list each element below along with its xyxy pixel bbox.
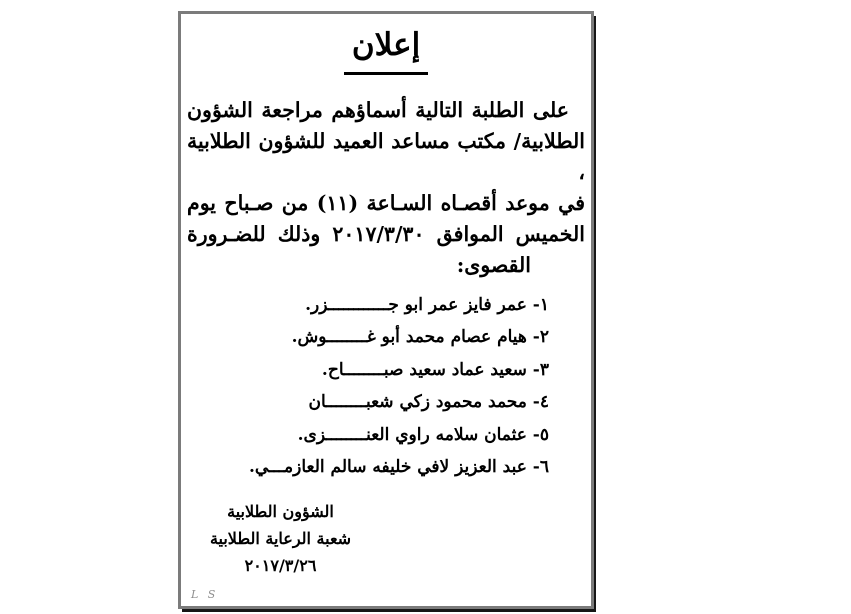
announcement-title: إعلان [344,28,428,75]
list-item: ٢- هيام عصام محمد أبو غــــــــوش. [291,327,549,348]
list-item: ٦- عبد العزيز لافي خليفه سالم العازمـــي. [248,457,549,478]
student-list [181,289,549,484]
announcement-body [187,95,585,281]
list-item: ١- عمر فايز عمر ابو جــــــــــــزر. [305,294,549,315]
initials-watermark: L S [191,588,219,601]
body-line: الطلابية/ مكتب مساعد العميد للشؤون الطلابية ، [187,128,585,184]
signature-date: ٢٠١٧/٣/٢٦ [244,556,317,575]
body-line: الخميس الموافق ٢٠١٧/٣/٣٠ وذلك للضـرورة [187,221,585,246]
signature-division: شعبة الرعاية الطلابية [209,529,352,548]
body-line: القصوى: [456,252,531,277]
list-item: ٤- محمد محمود زكي شعبــــــــان [308,392,549,413]
list-item: ٣- سعيد عماد سعيد صبــــــــاح. [321,359,549,380]
title-row [181,28,591,75]
document-page [178,11,594,609]
list-item: ٥- عثمان سلامه راوي العنــــــــزى. [297,424,549,445]
body-line: على الطلبة التالية أسماؤهم مراجعة الشؤون [187,97,569,122]
body-line: في موعد أقصـاه السـاعة (١١) من صـباح يوم [187,190,585,215]
signature-department: الشؤون الطلابية [227,502,334,521]
signature-block [193,498,368,579]
